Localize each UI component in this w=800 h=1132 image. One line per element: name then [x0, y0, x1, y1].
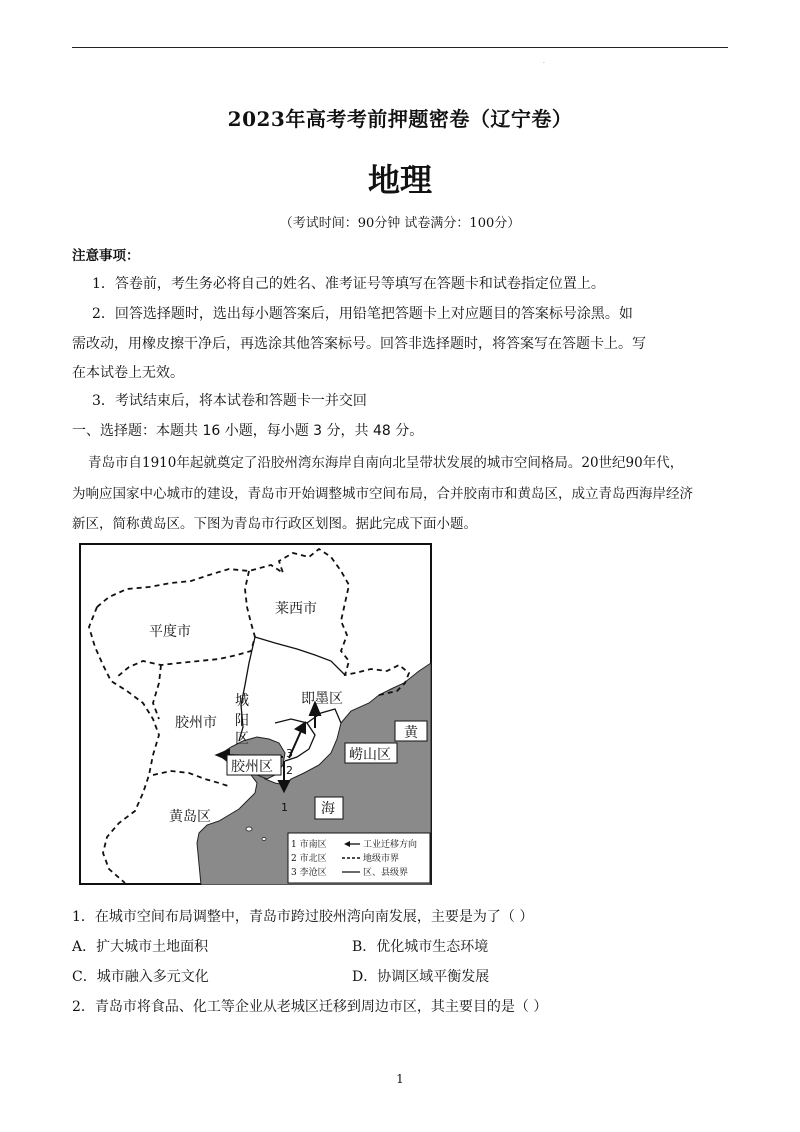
map-legend	[288, 833, 430, 883]
passage-line: 新区，简称黄岛区。下图为青岛市行政区划图。据此完成下面小题。	[72, 516, 477, 532]
legend-item: 2 市北区	[291, 854, 327, 864]
label-pingdu: 平度市	[149, 624, 191, 640]
qingdao-admin-map	[79, 543, 432, 885]
passage-line: 为响应国家中心城市的建设，青岛市开始调整城市空间布局，合并胶南市和黄岛区，成立青岛西海岸经济	[72, 486, 693, 502]
speck: ·	[543, 60, 545, 67]
label-n1: 1	[281, 801, 288, 814]
question-1-stem: 1．在城市空间布局调整中，青岛市跨过胶州湾向南发展，主要是为了（ ）	[72, 909, 534, 925]
notice-line: 2．回答选择题时，选出每小题答案后，用铅笔把答题卡上对应题目的答案标号涂黑。如	[92, 306, 633, 322]
notice-line: 在本试卷上无效。	[72, 365, 184, 381]
label-hai: 海	[321, 801, 335, 817]
top-rule	[72, 47, 728, 48]
label-chengyang-3: 区	[235, 731, 249, 747]
label-huangdao: 黄岛区	[169, 809, 211, 825]
legend-symbol-label: 地级市界	[363, 854, 400, 864]
legend-item: 1 市南区	[291, 840, 327, 850]
question-1-option-b[interactable]: B．优化城市生态环境	[352, 939, 489, 955]
question-1-option-c[interactable]: C．城市融入多元文化	[72, 969, 209, 985]
passage-line: 青岛市自1910年起就奠定了沿胶州湾东海岸自南向北呈带状发展的城市空间格局。20世纪90年代，	[88, 455, 684, 471]
legend-item: 3 李沧区	[291, 868, 327, 878]
legend-symbol-label: 区、县级界	[363, 868, 409, 878]
notice-line: 需改动，用橡皮擦干净后，再选涂其他答案标号。回答非选择题时，将答案写在答题卡上。写	[72, 336, 646, 352]
label-jimo: 即墨区	[301, 691, 343, 707]
section-heading: 一、选择题：本题共 16 小题，每小题 3 分，共 48 分。	[72, 423, 424, 439]
question-1-option-d[interactable]: D．协调区域平衡发展	[352, 969, 490, 985]
label-jiaozhou-bay: 胶州区	[231, 759, 273, 775]
page-number: 1	[396, 1072, 404, 1086]
subject-title: 地理	[367, 161, 432, 199]
exam-info: （考试时间：90分钟 试卷满分：100分）	[279, 216, 521, 231]
label-chengyang-1: 城	[235, 693, 249, 709]
label-chengyang-2: 阳	[235, 713, 249, 729]
question-2-stem: 2．青岛市将食品、化工等企业从老城区迁移到周边市区，其主要目的是（ ）	[72, 999, 548, 1015]
question-1-option-a[interactable]: A．扩大城市土地面积	[72, 939, 209, 955]
label-n2: 2	[286, 764, 293, 777]
notice-line: 3．考试结束后，将本试卷和答题卡一并交回	[92, 393, 367, 409]
label-laoshan: 崂山区	[349, 747, 391, 763]
notice-heading: 注意事项：	[72, 248, 140, 264]
legend-symbol-label: 工业迁移方向	[363, 840, 418, 850]
label-jiaozhou-city: 胶州市	[175, 715, 217, 731]
label-huang: 黄	[404, 725, 418, 741]
label-laixi: 莱西市	[275, 601, 317, 617]
label-n3: 3	[286, 747, 293, 760]
exam-title: 2023年高考考前押题密卷（辽宁卷）	[227, 107, 573, 131]
notice-line: 1．答卷前，考生务必将自己的姓名、准考证号等填写在答题卡和试卷指定位置上。	[92, 276, 605, 292]
